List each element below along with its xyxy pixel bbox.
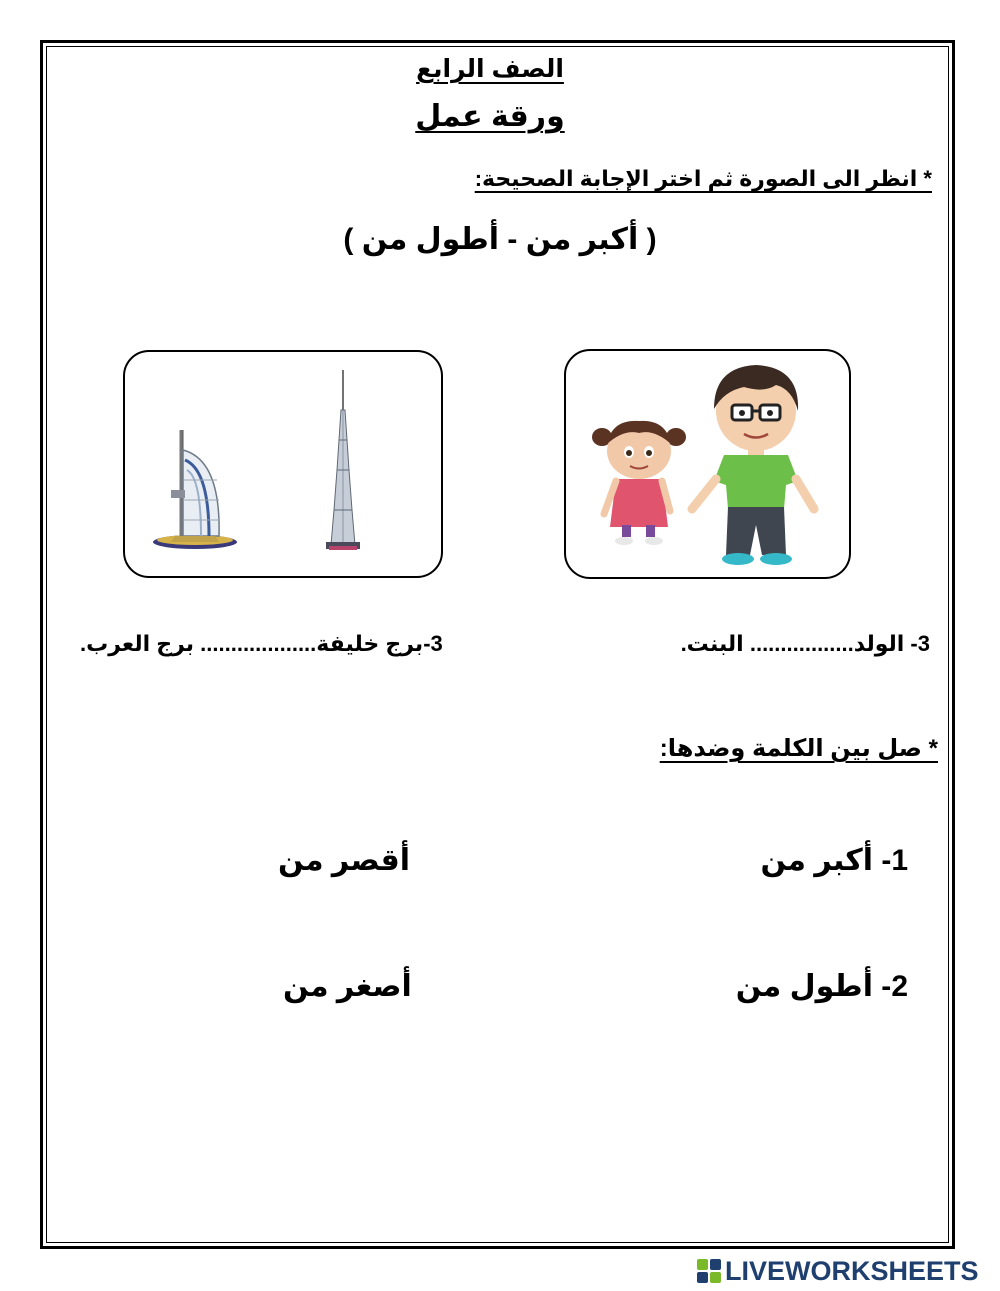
instruction-choose-answer: * انظر الى الصورة ثم اختر الإجابة الصحيحة:: [474, 166, 932, 191]
match-item-1-opposite[interactable]: أقصر من: [278, 844, 411, 877]
instruction-match-opposites: * صل بين الكلمة وضدها:: [659, 735, 938, 762]
worksheet-title: ورقة عمل: [415, 100, 565, 133]
girl-image: [592, 421, 686, 545]
match-item-2-opposite[interactable]: أصغر من: [283, 970, 412, 1003]
burj-khalifa-image: [326, 370, 360, 550]
liveworksheets-logo: [697, 1256, 979, 1286]
children-picture-box: [564, 349, 851, 579]
question-children: 3- الولد................. البنت.: [680, 631, 930, 656]
burj-al-arab-image: [153, 430, 237, 549]
question-towers: 3-برج خليفة................... برج العرب.: [80, 631, 443, 656]
match-item-2-word[interactable]: 2- أطول من: [735, 970, 908, 1003]
towers-illustration: [123, 350, 443, 578]
liveworksheets-logo-text: LIVEWORKSHEETS: [725, 1255, 979, 1286]
towers-picture-box: [123, 350, 443, 578]
answer-choices: ( أكبر من - أطول من ): [343, 223, 657, 256]
boy-image: [692, 365, 814, 565]
grade-title: الصف الرابع: [416, 55, 564, 83]
match-item-1-word[interactable]: 1- أكبر من: [760, 844, 908, 877]
children-illustration: [564, 349, 851, 579]
liveworksheets-logo-icon: [697, 1259, 721, 1283]
